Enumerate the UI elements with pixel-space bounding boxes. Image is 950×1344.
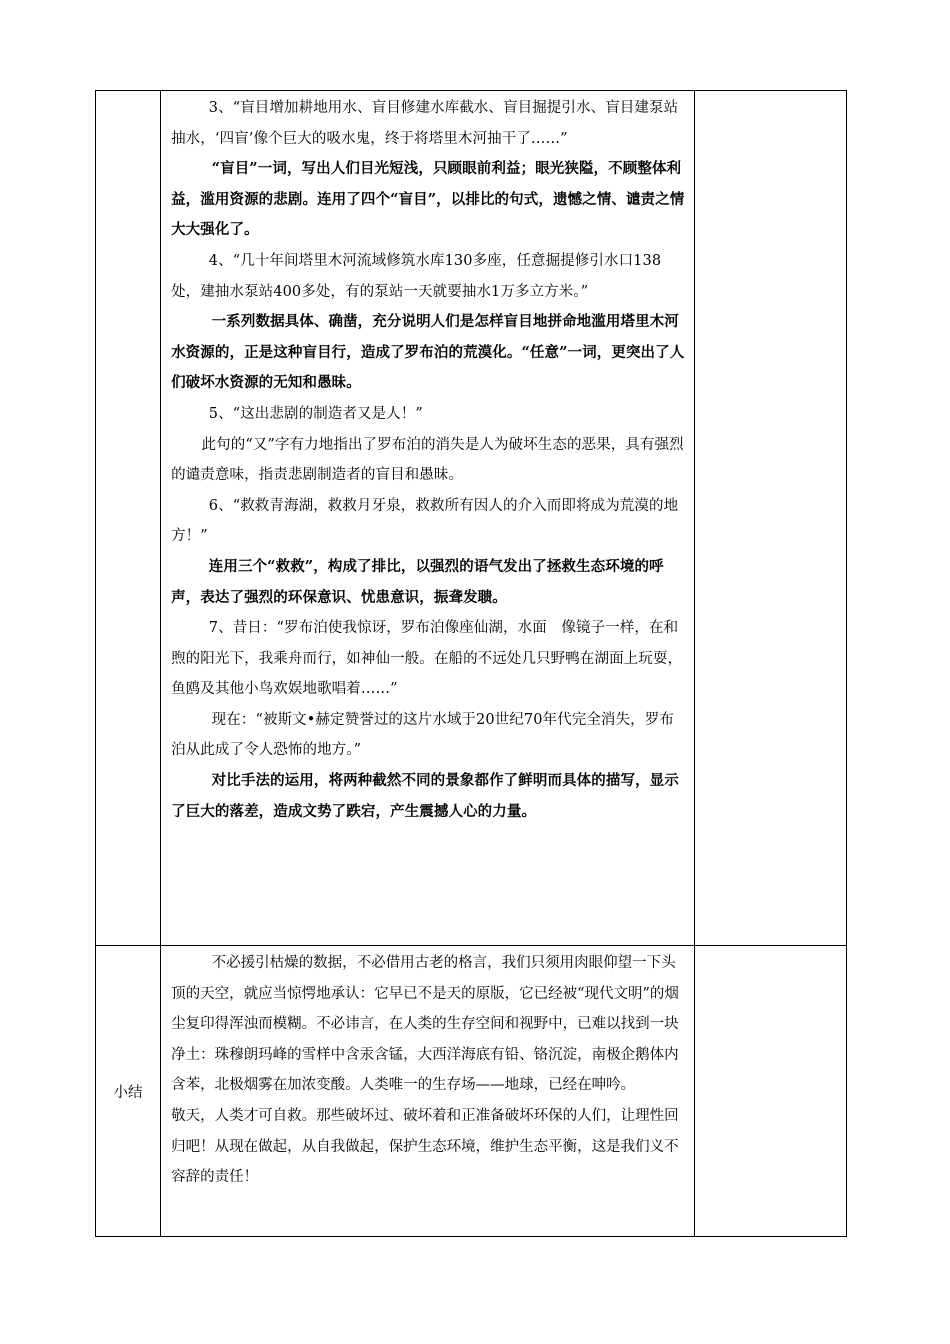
summary-cell xyxy=(161,946,695,1237)
quote-6: 6、“救救青海湖，救救月牙泉，救救所有因人的介入而即将成为荒漠的地方！” xyxy=(171,497,679,545)
analysis-cell xyxy=(161,91,695,946)
table-row-analysis xyxy=(96,91,847,946)
summary-label: 小结 xyxy=(96,946,161,1237)
quote-7-past: 7、昔日：“罗布泊使我惊讶，罗布泊像座仙湖，水面 像镜子一样，在和煦的阳光下，我乘舟而行，如神仙一般。在船的不远处几只野鸭在湖面上玩耍，鱼鸥及其他小鸟欢娱地歌唱着……” xyxy=(171,620,683,698)
summary-para-2: 敬天，人类才可自救。那些破坏过、破坏着和正准备破坏环保的人们，让理性回归吧！从现在做起，从自我做起，保护生态环境，维护生态平衡，这是我们义不容辞的责任！ xyxy=(171,1107,679,1186)
summary-para-1: 不必援引枯燥的数据，不必借用古老的格言，我们只须用肉眼仰望一下头顶的天空，就应当惊愕地承认：它早已不是天的原版，它已经被“现代文明”的烟尘复印得浑浊而模糊。不必讳言，在人类的生存空间和视野中，已难以找到一块净土：珠穆朗玛峰的雪样中含汞含锰，大西洋海底有铅、铬沉淀，南极企鹅体内含苯，北极烟雾在加浓变酸。人类唯一的生存场——地球，已经在呻吟。 xyxy=(171,955,679,1094)
quote-3: 3、“盲目增加耕地用水、盲目修建水库截水、盲目掘提引水、盲目建泵站抽水，‘四盲’像个巨大的吸水鬼，终于将塔里木河抽干了……” xyxy=(171,100,679,147)
summary-notes-empty xyxy=(694,946,846,1237)
quote-4: 4、“几十年间塔里木河流域修筑水库130多座，任意掘提修引水口138处，建抽水泵站400多处，有的泵站一天就要抽水1万多立方米。” xyxy=(171,252,662,300)
note-4: 一系列数据具体、确凿，充分说明人们是怎样盲目地拼命地滥用塔里木河水资源的，正是这种盲目行，造成了罗布泊的荒漠化。“任意”一词，更突出了人们破坏水资源的无知和愚昧。 xyxy=(171,313,685,392)
notes-column-empty xyxy=(694,91,846,946)
table-row-summary xyxy=(96,946,847,1237)
quote-7-now: 现在：“被斯文•赫定赞誉过的这片水域于20世纪70年代完全消失，罗布泊从此成了令人恐怖的地方。” xyxy=(171,711,674,759)
quote-5: 5、“这出悲剧的制造者又是人！” xyxy=(208,405,423,422)
lesson-table xyxy=(95,90,847,1237)
note-5: 此句的“又”字有力地指出了罗布泊的消失是人为破坏生态的恶果，具有强烈的谴责意味，指责悲剧制造者的盲目和愚昧。 xyxy=(171,436,684,484)
note-6: 连用三个“救救”，构成了排比，以强烈的语气发出了拯救生态环境的呼声，表达了强烈的环保意识、忧患意识，振聋发聩。 xyxy=(171,557,664,606)
note-3: “盲目”一词，写出人们目光短浅，只顾眼前利益；眼光狭隘，不顾整体利益，滥用资源的悲剧。连用了四个“盲目”，以排比的句式，遗憾之情、谴责之情大大强化了。 xyxy=(171,160,685,239)
row-label-empty xyxy=(96,91,161,946)
note-7: 对比手法的运用，将两种截然不同的景象都作了鲜明而具体的描写，显示了巨大的落差，造成文势了跌宕，产生震撼人心的力量。 xyxy=(171,772,679,820)
